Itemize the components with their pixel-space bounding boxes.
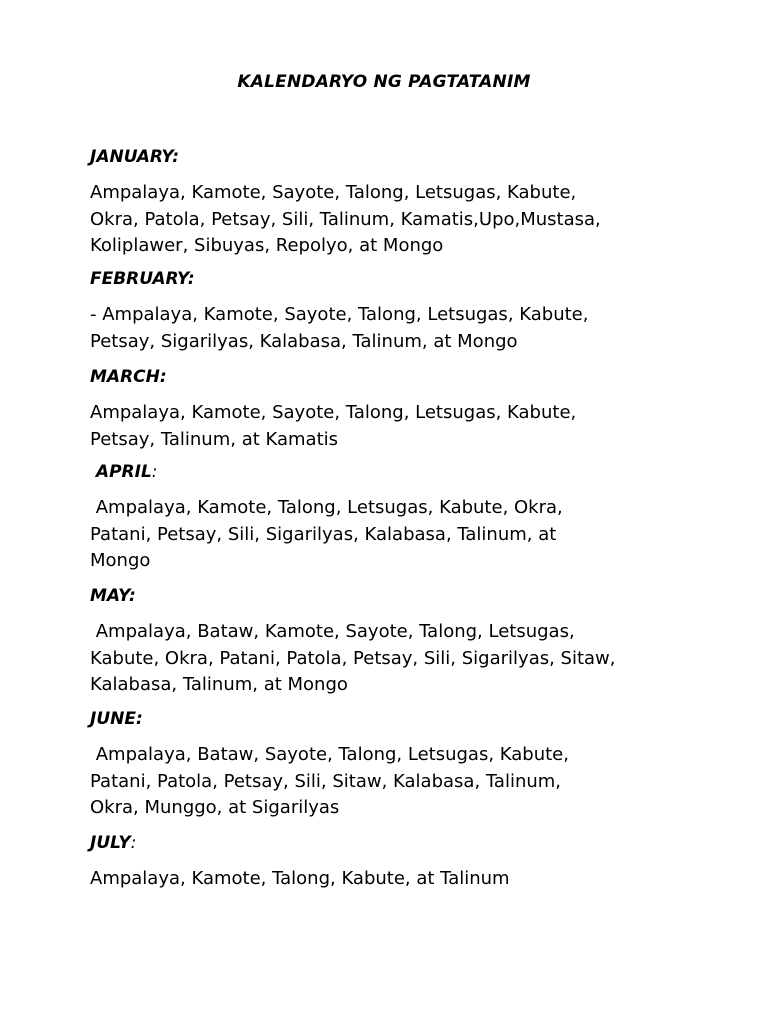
month-label: MAY:	[90, 586, 136, 606]
month-section-april	[90, 461, 710, 575]
month-section-february	[90, 268, 710, 355]
crop-list: Ampalaya, Bataw, Sayote, Talong, Letsugas, Kabute, Patani, Patola, Petsay, Sili, Sitaw, Kalabasa, Talinum, Okra, Munggo, at Sigarilyas	[90, 744, 569, 818]
crop-list: Ampalaya, Kamote, Sayote, Talong, Letsugas, Kabute, Okra, Patola, Petsay, Sili, Talinum, Kamatis,Upo,Mustasa, Koliplawer, Sibuyas, Repolyo, at Mongo	[90, 182, 601, 256]
month-label: MARCH:	[90, 367, 167, 387]
document-title: KALENDARYO NG PAGTATANIM	[237, 72, 531, 92]
crop-list: Ampalaya, Kamote, Talong, Kabute, at Talinum	[90, 868, 510, 889]
month-label	[90, 461, 710, 483]
crop-list: Ampalaya, Kamote, Sayote, Talong, Letsugas, Kabute, Petsay, Talinum, at Kamatis	[90, 402, 577, 450]
month-label: JANUARY:	[90, 147, 180, 167]
month-section-january	[90, 146, 710, 260]
month-label: FEBRUARY:	[90, 269, 195, 289]
month-section-june	[90, 708, 710, 822]
month-section-march	[90, 366, 710, 453]
month-label-text: APRIL	[90, 462, 152, 482]
month-section-july	[90, 832, 710, 893]
month-label: JUNE:	[90, 709, 143, 729]
month-label-text: JULY	[90, 833, 131, 853]
month-label-colon: :	[130, 833, 137, 853]
crop-list: Ampalaya, Bataw, Kamote, Sayote, Talong, Letsugas, Kabute, Okra, Patani, Patola, Petsay, Sili, Sigarilyas, Sitaw, Kalabasa, Talinum, at Mongo	[90, 621, 616, 695]
crop-list: Ampalaya, Kamote, Talong, Letsugas, Kabute, Okra, Patani, Petsay, Sili, Sigarilyas, Kalabasa, Talinum, at Mongo	[90, 497, 563, 571]
crop-list: - Ampalaya, Kamote, Sayote, Talong, Letsugas, Kabute, Petsay, Sigarilyas, Kalabasa, Talinum, at Mongo	[90, 304, 589, 352]
month-label	[90, 832, 710, 854]
month-label-colon: :	[151, 462, 158, 482]
month-section-may	[90, 585, 710, 699]
